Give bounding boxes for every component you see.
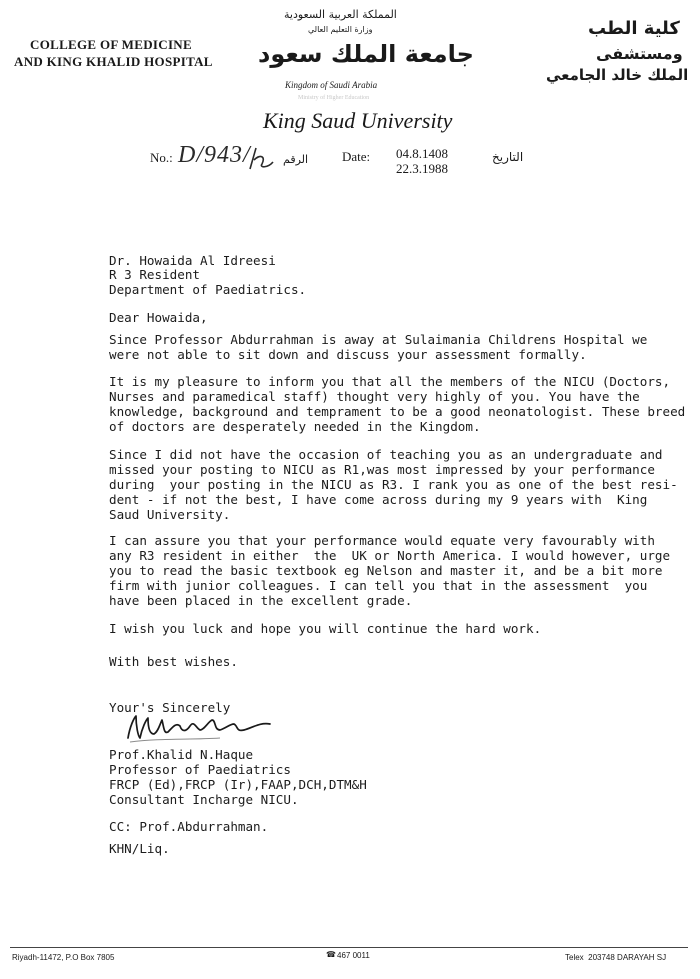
handwritten-signature — [120, 708, 300, 750]
college-name-line-2: AND KING KHALID HOSPITAL — [14, 54, 213, 69]
paragraph-1 — [109, 332, 669, 362]
paragraph-line: Since I did not have the occasion of teaching you as an undergraduate and — [109, 447, 663, 462]
paragraph-line: firm with junior colleagues. I can tell you that in the assessment you — [109, 578, 648, 593]
paragraph-5 — [109, 621, 669, 636]
addressee-department: Department of Paediatrics. — [109, 282, 307, 297]
arabic-college-line-1: كلية الطب — [588, 18, 680, 39]
paragraph-line: any R3 resident in either the UK or North America. I would however, urge — [109, 548, 671, 563]
paragraph-line: Since Professor Abdurrahman is away at Sulaimania Childrens Hospital we — [109, 332, 648, 347]
footer-address: Riyadh-11472, P.O Box 7805 — [12, 953, 115, 962]
reference-initials: KHN/Liq. — [109, 841, 170, 856]
closing: Your's Sincerely — [109, 700, 231, 715]
paragraph-line: of doctors are desperately needed in the Kingdom. — [109, 419, 481, 434]
phone-icon: ☎ — [326, 950, 336, 959]
arabic-college-line-3: الملك خالد الجامعي — [546, 66, 689, 84]
reference-number-label: No.: — [150, 150, 173, 165]
paragraph-line: you to read the basic textbook eg Nelson and master it, and be a bit more — [109, 563, 663, 578]
arabic-ministry-line: وزارة التعليم العالي — [308, 25, 373, 34]
paragraph-3 — [109, 447, 678, 522]
signatory-role: Consultant Incharge NICU. — [109, 792, 299, 807]
kingdom-english: Kingdom of Saudi Arabia — [285, 80, 378, 90]
signatory-name: Prof.Khalid N.Haque — [109, 747, 254, 762]
paragraph-line: With best wishes. — [109, 654, 238, 669]
footer-phone: 467 0011 — [337, 951, 370, 960]
paragraph-line: I can assure you that your performance would equate very favourably with — [109, 533, 655, 548]
paragraph-line: during your posting in the NICU as R3. I rank you as one of the best resi- — [109, 477, 678, 492]
reference-handwritten-mark — [246, 144, 276, 174]
paragraph-line: dent - if not the best, I have come across during my 9 years with King — [109, 492, 648, 507]
date-gregorian: 22.3.1988 — [396, 161, 448, 176]
arabic-kingdom-line: المملكة العربية السعودية — [284, 8, 397, 21]
paragraph-2 — [109, 374, 686, 434]
date-label: Date: — [342, 149, 371, 164]
paragraph-line: Nurses and paramedical staff) thought very highly of you. You have the — [109, 389, 640, 404]
addressee-name: Dr. Howaida Al Idreesi — [109, 253, 276, 268]
paragraph-4 — [109, 533, 669, 608]
college-name-line-1: COLLEGE OF MEDICINE — [30, 37, 192, 52]
paragraph-line: I wish you luck and hope you will continue the hard work. — [109, 621, 542, 636]
paragraph-line: missed your posting to NICU as R1,was most impressed by your performance — [109, 462, 655, 477]
paragraph-line: It is my pleasure to inform you that all the members of the NICU (Doctors, — [109, 374, 671, 389]
paragraph-line: were not able to sit down and discuss your assessment formally. — [109, 347, 587, 362]
paragraph-line: knowledge, background and temprament to be a good neonatologist. These breed — [109, 404, 686, 419]
university-english-name: King Saud University — [263, 108, 453, 133]
paragraph-line: Saud University. — [109, 507, 231, 522]
reference-number-arabic-label: الرقم — [283, 153, 309, 166]
footer-telex: Telex 203748 DARAYAH SJ — [565, 953, 667, 962]
paragraph-6 — [109, 654, 669, 669]
signatory-title: Professor of Paediatrics — [109, 762, 291, 777]
date-hijri: 04.8.1408 — [396, 146, 448, 161]
ministry-english-faint: Ministry of Higher Education — [298, 95, 370, 101]
arabic-college-line-2: ومستشفى — [596, 44, 683, 63]
paragraph-line: have been placed in the excellent grade. — [109, 593, 413, 608]
reference-number-value: D/943/ — [178, 142, 251, 168]
footer-rule — [10, 947, 688, 948]
carbon-copy: CC: Prof.Abdurrahman. — [109, 819, 269, 834]
addressee-position: R 3 Resident — [109, 267, 200, 282]
salutation: Dear Howaida, — [109, 310, 208, 325]
signatory-qualifications: FRCP (Ed),FRCP (Ir),FAAP,DCH,DTM&H — [109, 777, 367, 792]
arabic-university-name: جامعة الملك سعود — [258, 40, 474, 68]
date-arabic-label: التاريخ — [492, 150, 524, 164]
